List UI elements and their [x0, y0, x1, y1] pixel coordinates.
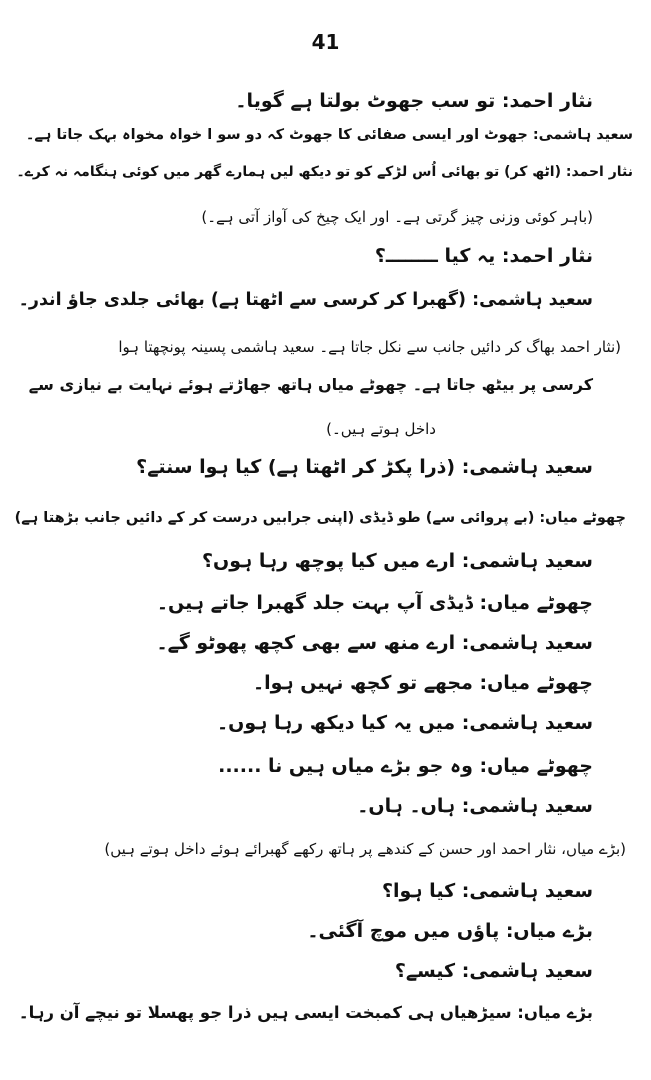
- text-line: سعید ہاشمی: کیا ہوا؟: [381, 880, 593, 902]
- text-line: سعید ہاشمی: جھوٹ اور ایسی صفائی کا جھوٹ کہ دو سو ا خواہ مخواہ بہک جاتا ہے۔: [25, 127, 633, 143]
- text-line: سعید ہاشمی: (گھبرا کر کرسی سے اٹھتا ہے) بھائی جلدی جاؤ اندر۔: [18, 290, 593, 310]
- text-line: چھوٹے میاں: وہ جو بڑے میاں ہیں نا ......: [218, 755, 593, 777]
- text-line: سعید ہاشمی: ارے میں کیا پوچھ رہا ہوں؟: [201, 550, 593, 572]
- page-number: 41: [311, 30, 340, 54]
- text-line: بڑے میاں: سیڑھیاں ہی کمبخت ایسی ہیں ذرا جو پھسلا تو نیچے آن رہا۔: [18, 1003, 593, 1022]
- text-line: سعید ہاشمی: کیسے؟: [394, 960, 593, 982]
- text-line: نثار احمد: تو سب جھوٹ بولتا ہے گویا۔: [235, 90, 593, 112]
- text-line: چھوٹے میاں: مجھے تو کچھ نہیں ہوا۔: [252, 672, 593, 694]
- text-line: نثار احمد: (اٹھ کر) تو بھائی اُس لڑکے کو تو دیکھ لیں ہمارے گھر میں کوئی ہنگامہ نہ کرے۔: [16, 164, 633, 180]
- text-line: (نثار احمد بھاگ کر دائیں جانب سے نکل جاتا ہے۔ سعید ہاشمی پسینہ پونچھتا ہوا: [118, 338, 621, 356]
- text-line: سعید ہاشمی: (ذرا پکڑ کر اٹھتا ہے) کیا ہوا سنتے؟: [136, 456, 593, 478]
- text-line: سعید ہاشمی: ہاں۔ ہاں۔: [357, 795, 593, 817]
- text-line: چھوٹے میاں: ڈیڈی آپ بہت جلد گھبرا جاتے ہیں۔: [156, 592, 593, 614]
- text-line: چھوٹے میاں: (بے پروائی سے) طو ڈیڈی (اپنی جرابیں درست کر کے دائیں جانب بڑھتا ہے): [14, 510, 626, 526]
- text-line: (باہر کوئی وزنی چیز گرتی ہے۔ اور ایک چیخ کی آواز آتی ہے۔): [201, 208, 593, 226]
- text-line: سعید ہاشمی: میں یہ کیا دیکھ رہا ہوں۔: [216, 712, 593, 734]
- text-line: کرسی پر بیٹھ جاتا ہے۔ چھوٹے میاں ہاتھ جھاڑتے ہوئے نہایت بے نیازی سے: [28, 375, 593, 394]
- text-line: سعید ہاشمی: ارے منھ سے بھی کچھ پھوٹو گے۔: [156, 632, 593, 654]
- text-line: داخل ہوتے ہیں۔): [326, 420, 436, 438]
- text-line: بڑے میاں: پاؤں میں موچ آگئی۔: [307, 920, 593, 942]
- text-line: نثار احمد: یہ کیا ــــــــ؟: [374, 245, 593, 267]
- text-line: (بڑے میاں، نثار احمد اور حسن کے کندھے پر ہاتھ رکھے گھبرائے ہوئے داخل ہوتے ہیں): [104, 840, 626, 858]
